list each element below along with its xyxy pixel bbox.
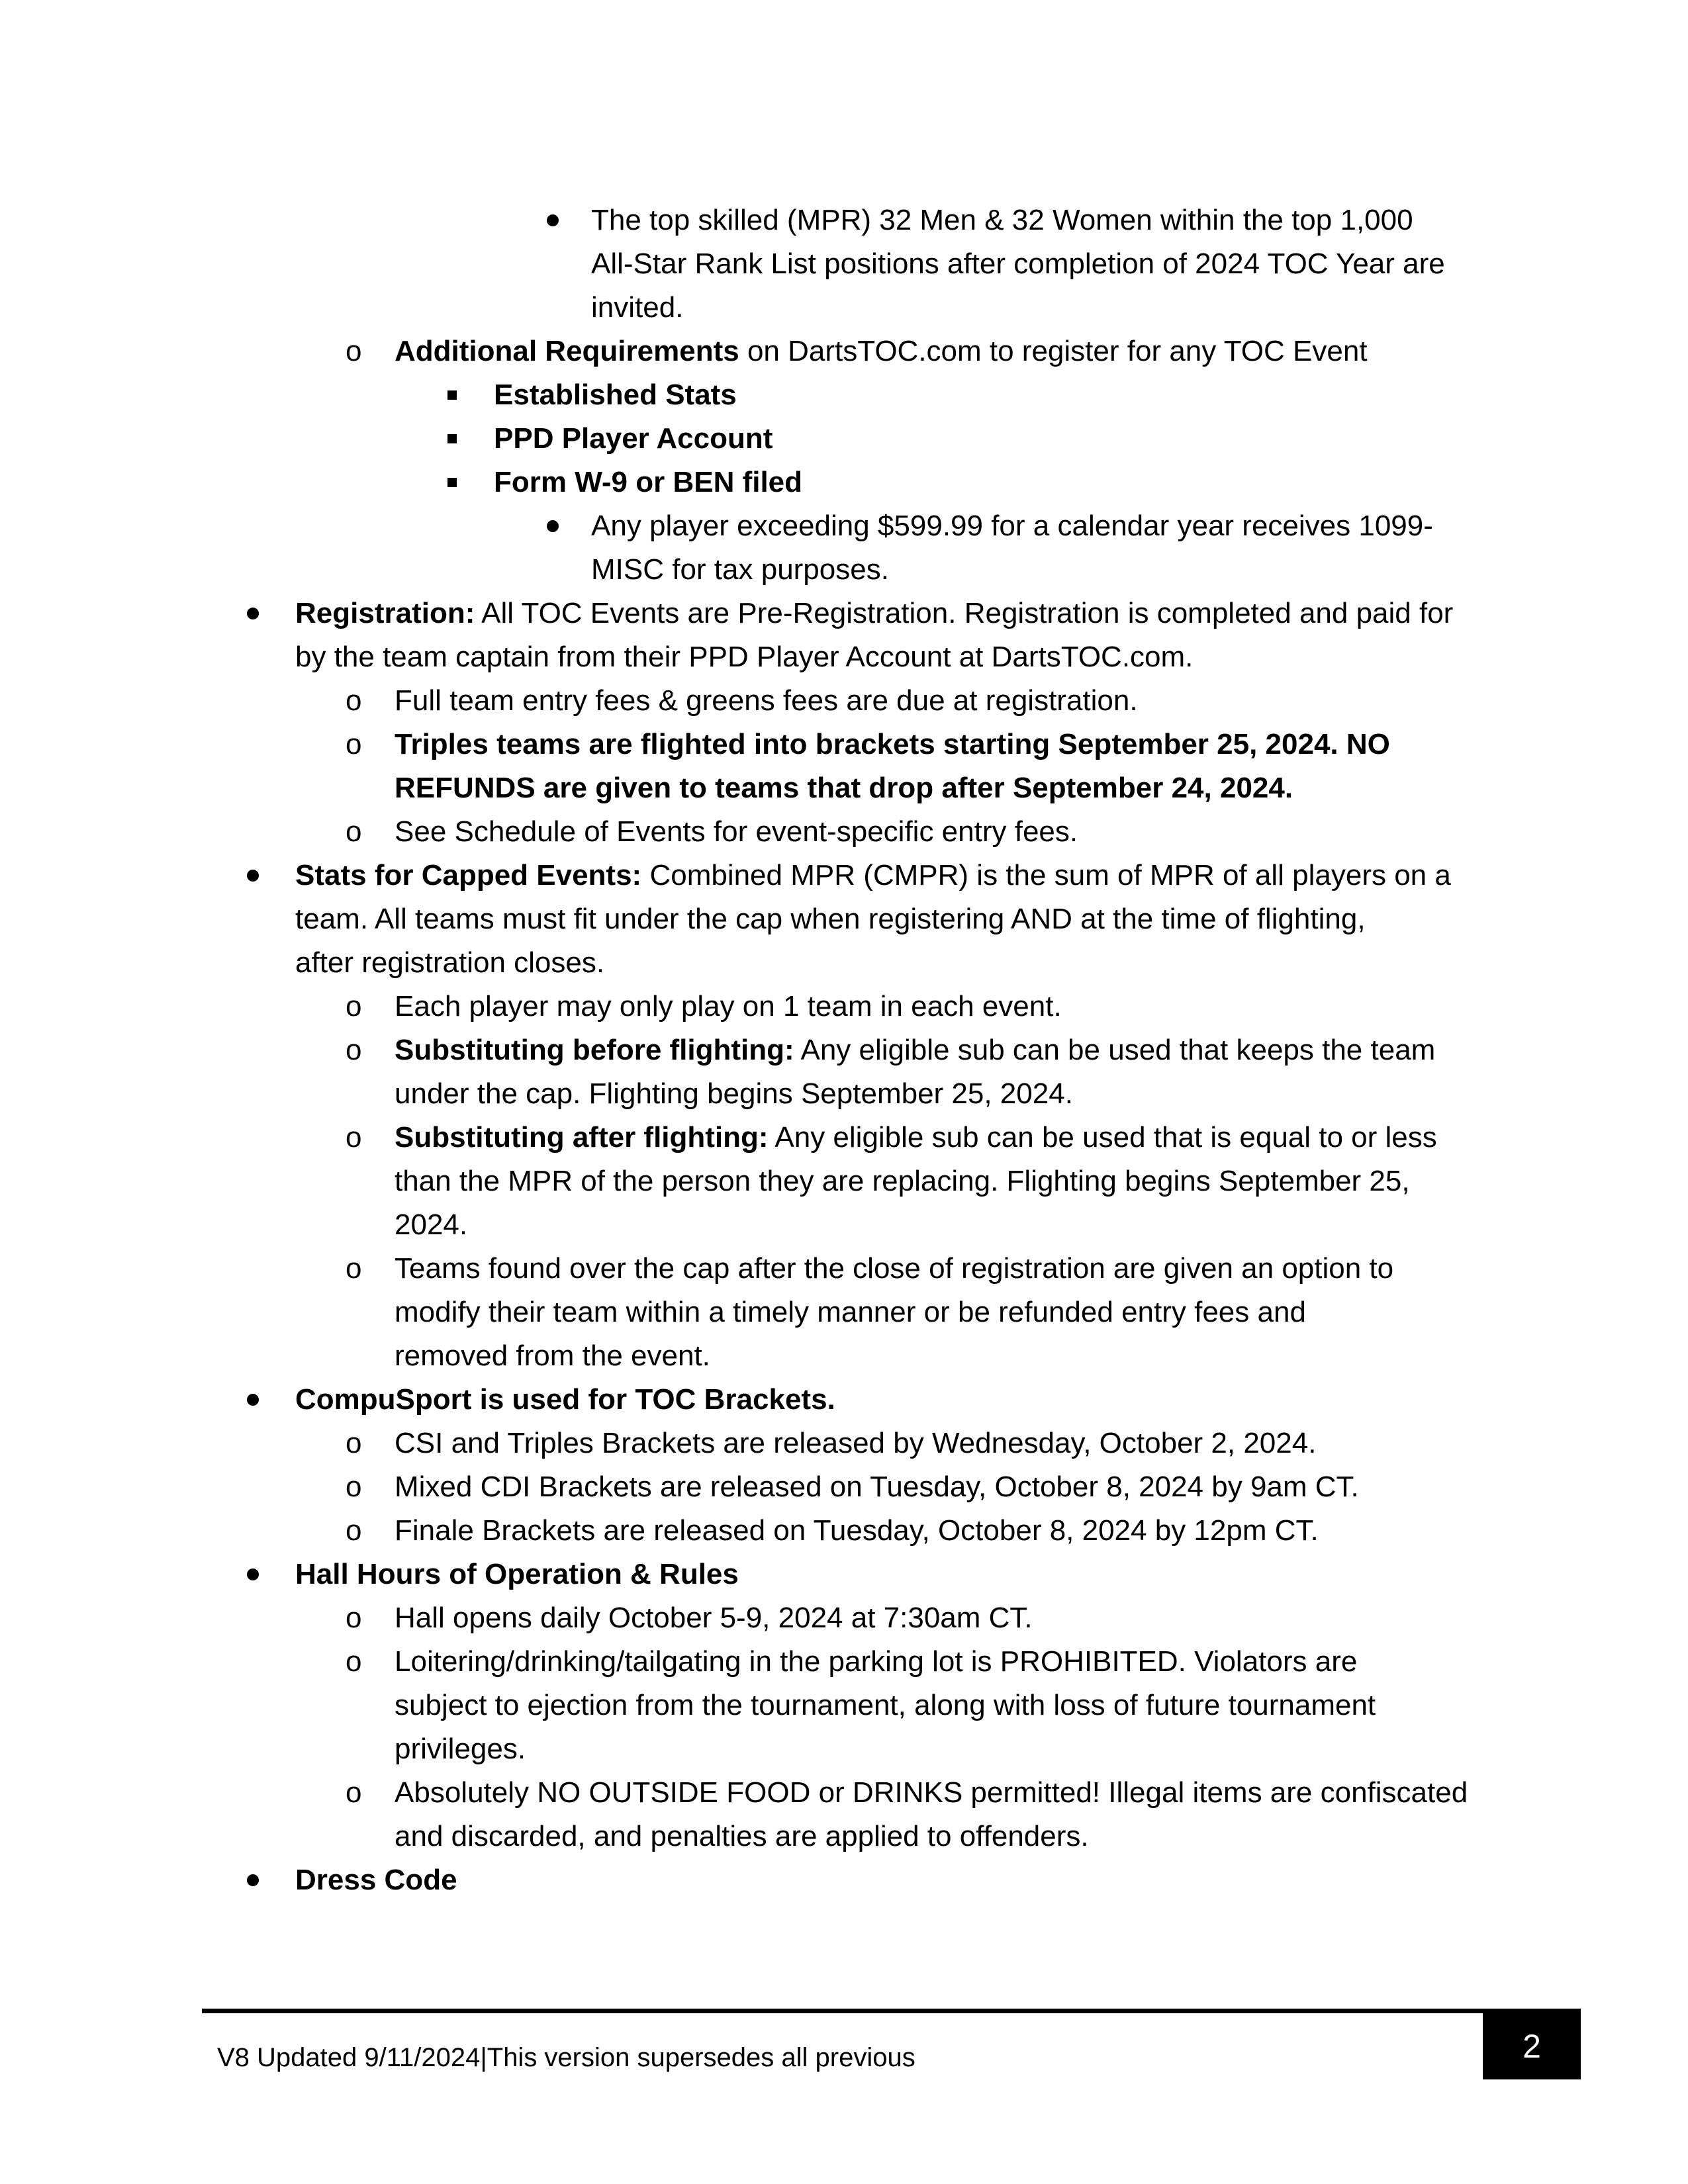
circle-bullet-icon: o bbox=[346, 1121, 362, 1154]
circle-bullet-icon: o bbox=[346, 815, 362, 848]
text-line: under the cap. Flighting begins September 25, 2024. bbox=[395, 1077, 1073, 1110]
text-line: Teams found over the cap after the close of registration are given an option to bbox=[395, 1252, 1394, 1285]
inline-heading: Stats for Capped Events: bbox=[295, 859, 642, 891]
bold-text: CompuSport is used for TOC Brackets. bbox=[295, 1383, 835, 1416]
inline-text: All TOC Events are Pre-Registration. Registration is completed and paid for bbox=[475, 597, 1454, 629]
text-line: subject to ejection from the tournament, along with loss of future tournament bbox=[395, 1689, 1376, 1721]
text-line: privileges. bbox=[395, 1733, 526, 1765]
bold-text: REFUNDS are given to teams that drop after September 24, 2024. bbox=[395, 772, 1293, 804]
text-line: by the team captain from their PPD Player Account at DartsTOC.com. bbox=[295, 641, 1194, 673]
text-line: removed from the event. bbox=[395, 1340, 710, 1372]
square-bullet-icon bbox=[447, 390, 457, 400]
text-line: Full team entry fees & greens fees are due at registration. bbox=[395, 684, 1138, 717]
text-line: Any player exceeding $599.99 for a calendar year receives 1099- bbox=[591, 510, 1433, 542]
bullet-icon bbox=[547, 214, 559, 226]
text-line: invited. bbox=[591, 291, 684, 324]
bold-text: PPD Player Account bbox=[494, 422, 773, 455]
text-line: Each player may only play on 1 team in each event. bbox=[395, 990, 1062, 1023]
inline-heading: Additional Requirements bbox=[395, 335, 739, 367]
bullet-icon bbox=[247, 1874, 259, 1886]
circle-bullet-icon: o bbox=[346, 335, 362, 367]
inline-text: on DartsTOC.com to register for any TOC Event bbox=[739, 335, 1368, 367]
text-line: MISC for tax purposes. bbox=[591, 553, 889, 586]
text-line bbox=[395, 1028, 1435, 1072]
circle-bullet-icon: o bbox=[346, 1645, 362, 1678]
text-line: team. All teams must fit under the cap when registering AND at the time of flighting, bbox=[295, 903, 1366, 935]
circle-bullet-icon: o bbox=[346, 1252, 362, 1285]
text-line: than the MPR of the person they are replacing. Flighting begins September 25, bbox=[395, 1165, 1410, 1197]
bullet-icon bbox=[247, 1569, 259, 1580]
bullet-icon bbox=[247, 608, 259, 619]
text-line: Hall opens daily October 5-9, 2024 at 7:30am CT. bbox=[395, 1602, 1033, 1634]
text-line: The top skilled (MPR) 32 Men & 32 Women within the top 1,000 bbox=[591, 204, 1413, 236]
text-line: after registration closes. bbox=[295, 946, 605, 979]
text-line: modify their team within a timely manner or be refunded entry fees and bbox=[395, 1296, 1306, 1328]
text-line: See Schedule of Events for event-specific entry fees. bbox=[395, 815, 1078, 848]
inline-heading: Substituting after flighting: bbox=[395, 1121, 769, 1154]
inline-text: Combined MPR (CMPR) is the sum of MPR of all players on a bbox=[641, 859, 1451, 891]
circle-bullet-icon: o bbox=[346, 684, 362, 717]
text-line bbox=[395, 330, 1368, 373]
square-bullet-icon bbox=[447, 434, 457, 443]
bullet-icon bbox=[247, 870, 259, 882]
text-line: Mixed CDI Brackets are released on Tuesday, October 8, 2024 by 9am CT. bbox=[395, 1471, 1359, 1503]
inline-heading: Registration: bbox=[295, 597, 475, 629]
text-line: All-Star Rank List positions after completion of 2024 TOC Year are bbox=[591, 248, 1445, 280]
page-number: 2 bbox=[1483, 2013, 1581, 2079]
text-line bbox=[295, 592, 1453, 635]
circle-bullet-icon: o bbox=[346, 1514, 362, 1547]
bullet-icon bbox=[247, 1394, 259, 1406]
footer-divider bbox=[202, 2009, 1581, 2013]
inline-heading: Substituting before flighting: bbox=[395, 1034, 794, 1066]
text-line: Loitering/drinking/tailgating in the parking lot is PROHIBITED. Violators are bbox=[395, 1645, 1358, 1678]
text-line bbox=[395, 766, 1293, 810]
text-line bbox=[494, 373, 737, 417]
text-line bbox=[494, 461, 802, 504]
square-bullet-icon bbox=[447, 478, 457, 487]
inline-text: Any eligible sub can be used that is equal to or less bbox=[768, 1121, 1437, 1154]
bold-text: Form W-9 or BEN filed bbox=[494, 466, 803, 498]
inline-text: Any eligible sub can be used that keeps the team bbox=[794, 1034, 1436, 1066]
text-line: Absolutely NO OUTSIDE FOOD or DRINKS permitted! Illegal items are confiscated bbox=[395, 1776, 1468, 1809]
footer-version-note: V8 Updated 9/11/2024|This version supersedes all previous bbox=[217, 2043, 915, 2072]
text-line bbox=[494, 417, 773, 461]
text-line bbox=[395, 723, 1390, 766]
bold-text: Hall Hours of Operation & Rules bbox=[295, 1558, 739, 1590]
bold-text: Dress Code bbox=[295, 1864, 457, 1896]
text-line: 2024. bbox=[395, 1208, 468, 1241]
text-line bbox=[295, 1858, 457, 1902]
text-line bbox=[395, 1116, 1437, 1160]
bullet-icon bbox=[547, 520, 559, 532]
circle-bullet-icon: o bbox=[346, 1034, 362, 1066]
text-line bbox=[295, 1378, 835, 1422]
circle-bullet-icon: o bbox=[346, 990, 362, 1023]
bold-text: Triples teams are flighted into brackets starting September 25, 2024. NO bbox=[395, 728, 1390, 760]
bold-text: Established Stats bbox=[494, 379, 737, 411]
circle-bullet-icon: o bbox=[346, 1471, 362, 1503]
text-line: CSI and Triples Brackets are released by Wednesday, October 2, 2024. bbox=[395, 1427, 1317, 1459]
circle-bullet-icon: o bbox=[346, 1427, 362, 1459]
circle-bullet-icon: o bbox=[346, 1602, 362, 1634]
text-line bbox=[295, 1553, 739, 1596]
text-line bbox=[295, 854, 1451, 897]
circle-bullet-icon: o bbox=[346, 1776, 362, 1809]
text-line: Finale Brackets are released on Tuesday, October 8, 2024 by 12pm CT. bbox=[395, 1514, 1319, 1547]
circle-bullet-icon: o bbox=[346, 728, 362, 760]
text-line: and discarded, and penalties are applied to offenders. bbox=[395, 1820, 1089, 1852]
